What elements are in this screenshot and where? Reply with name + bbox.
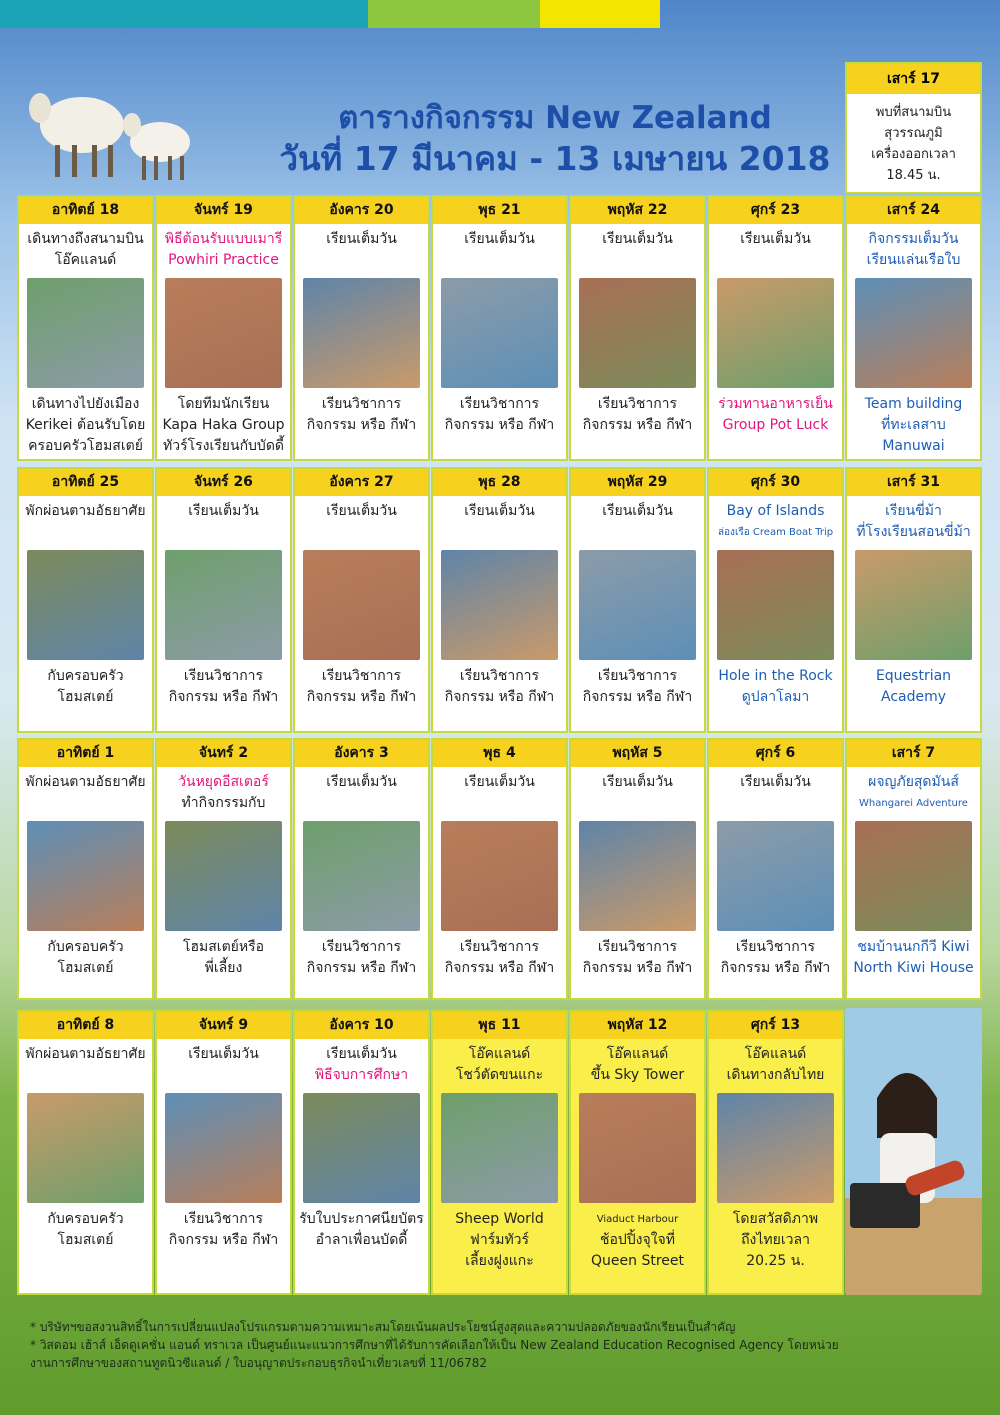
day-text-line: ที่โรงเรียนสอนขี่ม้า	[856, 524, 971, 540]
girl-ukulele-photo	[845, 1008, 982, 1295]
day-text-line: เรียนวิชาการ	[459, 396, 540, 412]
day-cell	[17, 1010, 154, 1295]
day-header: อาทิตย์ 1	[19, 740, 152, 767]
day-top-text	[295, 229, 428, 271]
day-cell	[17, 738, 154, 1000]
day-cell	[293, 467, 430, 733]
day-bottom-text	[433, 937, 566, 979]
day-top-text	[157, 229, 290, 271]
day-text-line: เรียนแล่นเรือใบ	[866, 252, 961, 268]
day-cell	[293, 1010, 430, 1295]
day-bottom-text	[709, 666, 842, 708]
day-header: อังคาร 27	[295, 469, 428, 496]
day-text-line: กับครอบครัว	[47, 939, 124, 955]
day-bottom-text	[433, 1209, 566, 1272]
homestay-family-photo	[27, 278, 144, 388]
field-sports-photo	[303, 821, 420, 931]
day-text-line: ขึ้น Sky Tower	[590, 1067, 685, 1083]
day-text-line: Powhiri Practice	[168, 252, 279, 268]
day-header: จันทร์ 2	[157, 740, 290, 767]
day-text-line: กิจกรรม หรือ กีฬา	[720, 960, 831, 976]
day-header: ศุกร์ 23	[709, 197, 842, 224]
day-text-line: เรียนเต็มวัน	[188, 1046, 259, 1062]
day-text-line: ร่วมทานอาหารเย็น	[718, 396, 833, 412]
day-cell-sat17	[845, 62, 982, 194]
day-header: อาทิตย์ 18	[19, 197, 152, 224]
footnote: * บริษัทฯขอสงวนสิทธิ์ในการเปลี่ยนแปลงโปรแกรมตามความเหมาะสมโดยเน้นผลประโยชน์สูงสุดและความปลอดภัยของนักเรียนเป็นสำคัญ	[30, 1320, 736, 1334]
day-top-text	[295, 501, 428, 543]
day-top-text	[157, 772, 290, 814]
day-text-line: พักผ่อนตามอัธยาศัย	[25, 1046, 146, 1062]
day-text-line: กิจกรรม หรือ กีฬา	[168, 1232, 279, 1248]
day-header: อังคาร 3	[295, 740, 428, 767]
day-top-text	[571, 501, 704, 543]
hall-assembly-photo	[441, 550, 558, 660]
day-top-text	[709, 229, 842, 271]
day-text-line: เรียนเต็มวัน	[464, 231, 535, 247]
day-cell	[845, 738, 982, 1000]
day-cell	[155, 1010, 292, 1295]
day-cell	[707, 1010, 844, 1295]
ropes-course-photo	[855, 821, 972, 931]
day-cell	[707, 195, 844, 461]
day-bottom-text	[709, 394, 842, 436]
day-bottom-text	[295, 394, 428, 436]
sailing-photo	[855, 278, 972, 388]
day-cell	[431, 738, 568, 1000]
day-bottom-text	[847, 937, 980, 979]
top-stripe-yellow	[540, 0, 660, 28]
day-header: พุธ 11	[433, 1012, 566, 1039]
day-text-line: เรียนวิชาการ	[735, 939, 816, 955]
auckland-skyline-photo	[717, 1093, 834, 1203]
day-top-text	[571, 772, 704, 814]
day-text-line: ชมบ้านนกกีวี Kiwi	[857, 939, 970, 955]
day-text-line: โชว์ตัดขนแกะ	[455, 1067, 544, 1083]
day-text-line: พบที่สนามบิน	[875, 105, 952, 120]
day-bottom-text	[295, 666, 428, 708]
day-text-line: โอ๊คแลนด์	[468, 1046, 531, 1062]
day-text-line: กิจกรรม หรือ กีฬา	[444, 417, 555, 433]
day-text-line: โอ๊คแลนด์	[744, 1046, 807, 1062]
day-bottom-text	[19, 394, 152, 457]
day-bottom-text	[571, 937, 704, 979]
hole-in-the-rock-photo	[717, 550, 834, 660]
day-text-line: เรียนเต็มวัน	[602, 503, 673, 519]
day-text-line: เลี้ยงฝูงแกะ	[465, 1253, 534, 1269]
day-cell	[569, 1010, 706, 1295]
footnote: * วิสดอม เฮ้าส์ เอ็ดดูเคชั่น แอนด์ ทราเวล เป็นศูนย์แนะแนวการศึกษาที่ได้รับการคัดเลือกให้เป็น New Zealand Education Recognised Agency โดยหน่วย	[30, 1338, 839, 1352]
day-bottom-text	[571, 666, 704, 708]
day-header: จันทร์ 26	[157, 469, 290, 496]
day-cell	[845, 195, 982, 461]
day-text-line: เดินทางกลับไทย	[726, 1067, 825, 1083]
day-cell	[17, 467, 154, 733]
day-top-text	[847, 501, 980, 543]
day-text-line: Viaduct Harbour	[596, 1214, 679, 1225]
top-stripe-green	[368, 0, 540, 28]
day-text-line: Bay of Islands	[726, 503, 825, 519]
day-text-line: เรียนวิชาการ	[597, 668, 678, 684]
day-cell	[569, 738, 706, 1000]
day-bottom-text	[19, 666, 152, 708]
day-text-line: ช้อปปิ้งจุใจที่	[600, 1232, 675, 1248]
day-text-line: พักผ่อนตามอัธยาศัย	[25, 774, 146, 790]
cooking-photo	[717, 278, 834, 388]
day-header: จันทร์ 19	[157, 197, 290, 224]
day-text-line: กิจกรรม หรือ กีฬา	[444, 689, 555, 705]
day-bottom-text	[571, 1209, 704, 1272]
day-text-line: กิจกรรม หรือ กีฬา	[168, 689, 279, 705]
day-bottom-text	[295, 1209, 428, 1251]
day-top-text	[433, 1044, 566, 1086]
easter-activity-photo	[165, 821, 282, 931]
day-text-line: เรียนเต็มวัน	[326, 1046, 397, 1062]
day-text	[847, 94, 980, 186]
day-bottom-text	[709, 937, 842, 979]
day-text-line: พักผ่อนตามอัธยาศัย	[25, 503, 146, 519]
day-header: อาทิตย์ 8	[19, 1012, 152, 1039]
day-text-line: กิจกรรม หรือ กีฬา	[582, 960, 693, 976]
day-text-line: โฮมสเตย์หรือ	[182, 939, 265, 955]
day-top-text	[709, 501, 842, 543]
day-bottom-text	[19, 1209, 152, 1251]
footnotes	[30, 1318, 980, 1372]
day-text-line: เรียนเต็มวัน	[602, 774, 673, 790]
day-top-text	[847, 229, 980, 271]
day-text-line: กิจกรรม หรือ กีฬา	[306, 960, 417, 976]
basketball-hoop-photo	[27, 550, 144, 660]
day-text-line: อำลาเพื่อนบัดดี้	[315, 1232, 408, 1248]
day-header: พฤหัส 12	[571, 1012, 704, 1039]
day-cell	[431, 195, 568, 461]
day-bottom-text	[295, 937, 428, 979]
day-cell	[569, 467, 706, 733]
group-class-photo	[579, 550, 696, 660]
day-text-line: เรียนเต็มวัน	[602, 231, 673, 247]
day-text-line: พิธีต้อนรับแบบเมารี	[164, 231, 283, 247]
day-top-text	[19, 1044, 152, 1086]
day-top-text	[571, 1044, 704, 1086]
day-text-line: เรียนวิชาการ	[459, 668, 540, 684]
day-text-line: กับครอบครัว	[47, 1211, 124, 1227]
day-text-line: สุวรรณภูมิ	[884, 126, 943, 141]
day-header: จันทร์ 9	[157, 1012, 290, 1039]
day-text-line: Queen Street	[591, 1253, 684, 1269]
day-text-line: ที่ทะเลสาบ	[881, 417, 946, 433]
day-bottom-text	[157, 394, 290, 457]
day-text-line: เดินทางไปยังเมือง	[31, 396, 140, 412]
day-header: พุธ 28	[433, 469, 566, 496]
day-text-line: ผจญภัยสุดมันส์	[868, 774, 959, 790]
day-text-line: พิธีจบการศึกษา	[314, 1067, 409, 1083]
day-text-line: Manuwai	[882, 438, 945, 454]
day-bottom-text	[433, 666, 566, 708]
day-text-line: โฮมสเตย์	[57, 689, 114, 705]
day-text-line: Equestrian	[875, 668, 952, 684]
day-top-text	[709, 1044, 842, 1086]
day-text-line: เรียนวิชาการ	[597, 939, 678, 955]
page-subtitle-dates: วันที่ 17 มีนาคม - 13 เมษายน 2018	[279, 139, 831, 178]
day-text-line: ฟาร์มทัวร์	[469, 1232, 530, 1248]
teacher-student-photo	[165, 1093, 282, 1203]
soccer-photo	[27, 1093, 144, 1203]
classroom-desks-photo	[303, 550, 420, 660]
student-drawing-photo	[165, 550, 282, 660]
sheep-illustration	[20, 70, 210, 185]
day-text-line: Academy	[880, 689, 947, 705]
day-text-line: โฮมสเตย์	[57, 960, 114, 976]
day-text-line: โอ๊คแลนด์	[606, 1046, 669, 1062]
page-title: ตารางกิจกรรม New Zealand	[338, 100, 772, 136]
students-smiling-photo	[717, 821, 834, 931]
day-text-line: ถึงไทยเวลา	[741, 1232, 810, 1248]
day-cell	[569, 195, 706, 461]
day-text-line: รับใบประกาศนียบัตร	[299, 1211, 424, 1227]
music-class-photo	[579, 278, 696, 388]
hongi-greeting-photo	[165, 278, 282, 388]
day-header: เสาร์ 17	[847, 64, 980, 94]
day-text-line: เรียนวิชาการ	[183, 1211, 264, 1227]
day-text-line: ครอบครัวโฮมสเตย์	[28, 438, 143, 454]
day-cell	[293, 195, 430, 461]
day-text-line: เรียนเต็มวัน	[326, 503, 397, 519]
day-bottom-text	[847, 394, 980, 457]
day-text-line: 18.45 น.	[886, 168, 941, 183]
day-text-line: Hole in the Rock	[718, 668, 833, 684]
day-bottom-text	[709, 1209, 842, 1272]
library-class-photo	[579, 821, 696, 931]
day-cell	[155, 738, 292, 1000]
day-text-line: กิจกรรม หรือ กีฬา	[306, 417, 417, 433]
day-text-line: เรียนวิชาการ	[459, 939, 540, 955]
day-top-text	[295, 772, 428, 814]
day-header: อังคาร 10	[295, 1012, 428, 1039]
day-text-line: โดยทีมนักเรียน	[177, 396, 270, 412]
day-text-line: เรียนเต็มวัน	[740, 231, 811, 247]
certificate-photo	[303, 1093, 420, 1203]
day-text-line: กับครอบครัว	[47, 668, 124, 684]
night-city-photo	[579, 1093, 696, 1203]
day-text-line: Kerikei ต้อนรับโดย	[25, 417, 146, 433]
day-header: อาทิตย์ 25	[19, 469, 152, 496]
day-text-line: โอ๊คแลนด์	[54, 252, 117, 268]
day-bottom-text	[157, 666, 290, 708]
day-bottom-text	[433, 394, 566, 436]
day-cell	[431, 467, 568, 733]
day-text-line: กิจกรรม หรือ กีฬา	[582, 417, 693, 433]
day-top-text	[19, 501, 152, 543]
day-text-line: พี่เลี้ยง	[204, 960, 243, 976]
day-text-line: North Kiwi House	[853, 960, 974, 976]
day-bottom-text	[157, 1209, 290, 1251]
day-top-text	[295, 1044, 428, 1086]
day-text-line: เรียนเต็มวัน	[464, 503, 535, 519]
day-cell	[707, 738, 844, 1000]
day-cell	[845, 467, 982, 733]
day-text-line: 20.25 น.	[746, 1253, 805, 1269]
day-text-line: ดูปลาโลมา	[741, 689, 810, 705]
day-top-text	[19, 772, 152, 814]
day-header: ศุกร์ 13	[709, 1012, 842, 1039]
day-text-line: ทัวร์โรงเรียนกับบัดดี้	[163, 438, 284, 454]
footnote: งานการศึกษาของสถานทูตนิวซีแลนด์ / ใบอนุญาตประกอบธุรกิจนำเที่ยวเลขที่ 11/06782	[30, 1356, 488, 1370]
day-header: ศุกร์ 6	[709, 740, 842, 767]
day-text-line: โฮมสเตย์	[57, 1232, 114, 1248]
boy-outdoor-photo	[27, 821, 144, 931]
day-header: ศุกร์ 30	[709, 469, 842, 496]
day-text-line: เรียนวิชาการ	[597, 396, 678, 412]
gym-photo	[441, 278, 558, 388]
day-text-line: เดินทางถึงสนามบิน	[27, 231, 144, 247]
day-text-line: กิจกรรม หรือ กีฬา	[582, 689, 693, 705]
day-text-line: เรียนเต็มวัน	[188, 503, 259, 519]
day-top-text	[709, 772, 842, 814]
classroom-photo	[303, 278, 420, 388]
day-text-line: Group Pot Luck	[722, 417, 829, 433]
day-text-line: วันหยุดอีสเตอร์	[178, 774, 269, 790]
day-text-line: เรียนขี่ม้า	[885, 503, 942, 519]
day-top-text	[847, 772, 980, 814]
day-text-line: โดยสวัสดิภาพ	[732, 1211, 819, 1227]
day-header: พุธ 4	[433, 740, 566, 767]
day-top-text	[571, 229, 704, 271]
day-top-text	[19, 229, 152, 271]
day-header: พุธ 21	[433, 197, 566, 224]
day-text-line: เรียนวิชาการ	[321, 668, 402, 684]
day-header: พฤหัส 29	[571, 469, 704, 496]
day-bottom-text	[571, 394, 704, 436]
day-text-line: เรียนเต็มวัน	[326, 231, 397, 247]
day-text-line: เรียนวิชาการ	[183, 668, 264, 684]
day-text-line: Team building	[864, 396, 963, 412]
day-header: เสาร์ 24	[847, 197, 980, 224]
day-cell	[707, 467, 844, 733]
day-header: เสาร์ 31	[847, 469, 980, 496]
day-top-text	[433, 772, 566, 814]
top-stripe-teal	[0, 0, 368, 28]
day-cell	[293, 738, 430, 1000]
day-cell	[17, 195, 154, 461]
day-text-line: Whangarei Adventure	[859, 798, 968, 809]
alpaca-farm-photo	[441, 1093, 558, 1203]
day-top-text	[157, 501, 290, 543]
day-cell	[155, 467, 292, 733]
day-text-line: ทำกิจกรรมกับ	[181, 795, 266, 811]
day-header: เสาร์ 7	[847, 740, 980, 767]
day-bottom-text	[157, 937, 290, 979]
day-text-line: เครื่องออกเวลา	[871, 147, 956, 162]
day-cell	[155, 195, 292, 461]
day-text-line: ล่องเรือ Cream Boat Trip	[717, 527, 834, 538]
day-text-line: กิจกรรม หรือ กีฬา	[306, 689, 417, 705]
day-cell	[431, 1010, 568, 1295]
day-bottom-text	[19, 937, 152, 979]
day-top-text	[433, 229, 566, 271]
day-top-text	[157, 1044, 290, 1086]
day-text-line: Kapa Haka Group	[162, 417, 285, 433]
day-header: พฤหัส 5	[571, 740, 704, 767]
swimming-pool-photo	[441, 821, 558, 931]
day-text-line: เรียนเต็มวัน	[740, 774, 811, 790]
day-header: อังคาร 20	[295, 197, 428, 224]
day-text-line: เรียนเต็มวัน	[464, 774, 535, 790]
day-header: พฤหัส 22	[571, 197, 704, 224]
day-text-line: กิจกรรม หรือ กีฬา	[444, 960, 555, 976]
day-top-text	[433, 501, 566, 543]
day-text-line: เรียนวิชาการ	[321, 939, 402, 955]
day-bottom-text	[847, 666, 980, 708]
day-text-line: กิจกรรมเต็มวัน	[868, 231, 959, 247]
day-text-line: เรียนเต็มวัน	[326, 774, 397, 790]
day-text-line: Sheep World	[455, 1211, 544, 1227]
day-text-line: เรียนวิชาการ	[321, 396, 402, 412]
horse-riding-photo	[855, 550, 972, 660]
